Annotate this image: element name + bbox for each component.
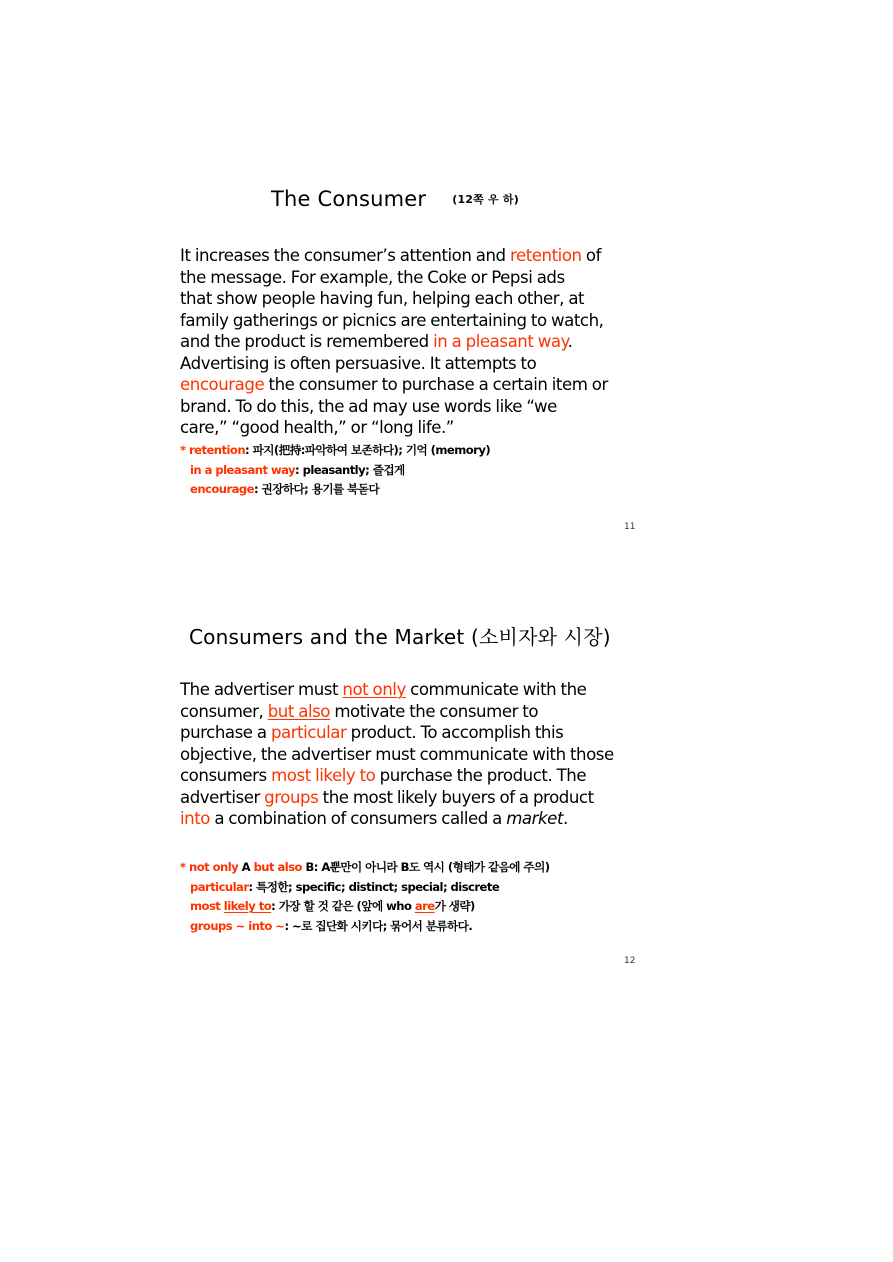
- body-line: [180, 787, 614, 809]
- note-text: A: [238, 860, 254, 874]
- note-row: [180, 897, 549, 917]
- body-line: family gatherings or picnics are entertaining to watch,: [180, 310, 604, 330]
- text: product. To accomplish this: [346, 723, 564, 742]
- note-term: encourage: [190, 482, 254, 496]
- highlight-term: but also: [267, 701, 331, 721]
- note-term: particular: [190, 879, 249, 894]
- slide-12: [0, 600, 893, 1000]
- slide-title: Consumers and the Market (소비자와 시장): [189, 625, 611, 649]
- note-term: in a pleasant way: [190, 462, 296, 477]
- note-row: [180, 441, 490, 461]
- text: the most likely buyers of a product: [318, 787, 594, 807]
- slide-title: [271, 187, 519, 211]
- body-line: that show people having fun, helping each other, at: [180, 289, 585, 308]
- highlight-term: into: [180, 809, 210, 828]
- text: communicate with the: [405, 680, 587, 699]
- text: the consumer to purchase a certain item or: [264, 375, 608, 394]
- note-row: [180, 461, 490, 481]
- text: advertiser: [180, 787, 265, 807]
- body-line: [180, 331, 608, 353]
- slide-title-text: The Consumer: [271, 187, 427, 211]
- body-line: [180, 808, 614, 830]
- highlight-term: particular: [270, 723, 347, 742]
- note-term: but also: [253, 860, 302, 874]
- page-number: 11: [624, 522, 636, 532]
- bullet-star: *: [180, 443, 189, 457]
- text: of: [581, 246, 602, 265]
- note-definition: 가 생략): [434, 899, 475, 913]
- body-line: [180, 374, 608, 396]
- highlight-term: retention: [509, 246, 582, 265]
- text: consumer,: [180, 701, 268, 721]
- highlight-term: in a pleasant way: [433, 332, 568, 351]
- text: motivate the consumer to: [330, 701, 539, 721]
- note-row: [180, 878, 549, 898]
- page-number: 12: [624, 956, 636, 966]
- text: purchase a: [180, 723, 271, 742]
- text: purchase the product. The: [375, 766, 587, 785]
- text: a combination of consumers called a: [210, 809, 507, 828]
- highlight-term: not only: [342, 680, 406, 699]
- body-line: brand. To do this, the ad may use words like “we: [180, 396, 557, 416]
- note-term: are: [414, 899, 435, 913]
- note-definition: : 파지(把持:파악하여 보존하다); 기억 (memory): [245, 443, 491, 457]
- body-line: objective, the advertiser must communicate with those: [180, 744, 614, 764]
- body-line: [180, 245, 608, 267]
- note-definition: : pleasantly; 즐겁게: [295, 462, 405, 477]
- note-definition: : 권장하다; 용기를 북돋다: [253, 482, 380, 496]
- body-line: [180, 722, 614, 744]
- vocab-notes: [180, 858, 549, 936]
- note-row: [180, 480, 490, 500]
- note-term: most: [190, 899, 224, 913]
- note-term: retention: [189, 443, 246, 457]
- text: .: [567, 332, 573, 351]
- note-definition: : ~로 집단화 시키다; 묶어서 분류하다.: [284, 918, 473, 933]
- bullet-star: *: [180, 860, 189, 874]
- highlight-term: encourage: [180, 375, 265, 394]
- vocab-notes: [180, 441, 490, 500]
- text: and the product is remembered: [180, 332, 434, 351]
- note-definition: : 가장 할 것 같은 (앞에 who: [271, 899, 415, 913]
- slide-11: [0, 0, 893, 560]
- body-line: care,” “good health,” or “long life.”: [180, 418, 454, 437]
- note-definition: : 특정한; specific; distinct; special; discrete: [248, 879, 500, 894]
- note-row: [180, 858, 549, 878]
- text: The advertiser must: [180, 680, 343, 699]
- text: It increases the consumer’s attention and: [180, 246, 510, 265]
- italic-term: market: [506, 809, 563, 828]
- highlight-term: groups: [264, 787, 319, 807]
- highlight-term: most likely to: [271, 766, 376, 785]
- title-page-note: (12쪽 우 하): [452, 193, 519, 206]
- note-term: not only: [189, 860, 239, 874]
- body-line: [180, 679, 614, 701]
- body-line: [180, 701, 614, 723]
- body-line: [180, 765, 614, 787]
- text: consumers: [180, 766, 272, 785]
- body-paragraph: [180, 245, 608, 439]
- body-line: the message. For example, the Coke or Pepsi ads: [180, 267, 565, 287]
- note-term: groups ~ into ~: [190, 918, 285, 933]
- body-line: Advertising is often persuasive. It attempts to: [180, 353, 537, 373]
- note-definition: B: A뿐만이 아니라 B도 역시 (형태가 같음에 주의): [301, 860, 550, 874]
- note-term: likely to: [223, 899, 272, 913]
- text: .: [563, 809, 568, 828]
- body-paragraph: [180, 679, 614, 830]
- note-row: [180, 917, 549, 937]
